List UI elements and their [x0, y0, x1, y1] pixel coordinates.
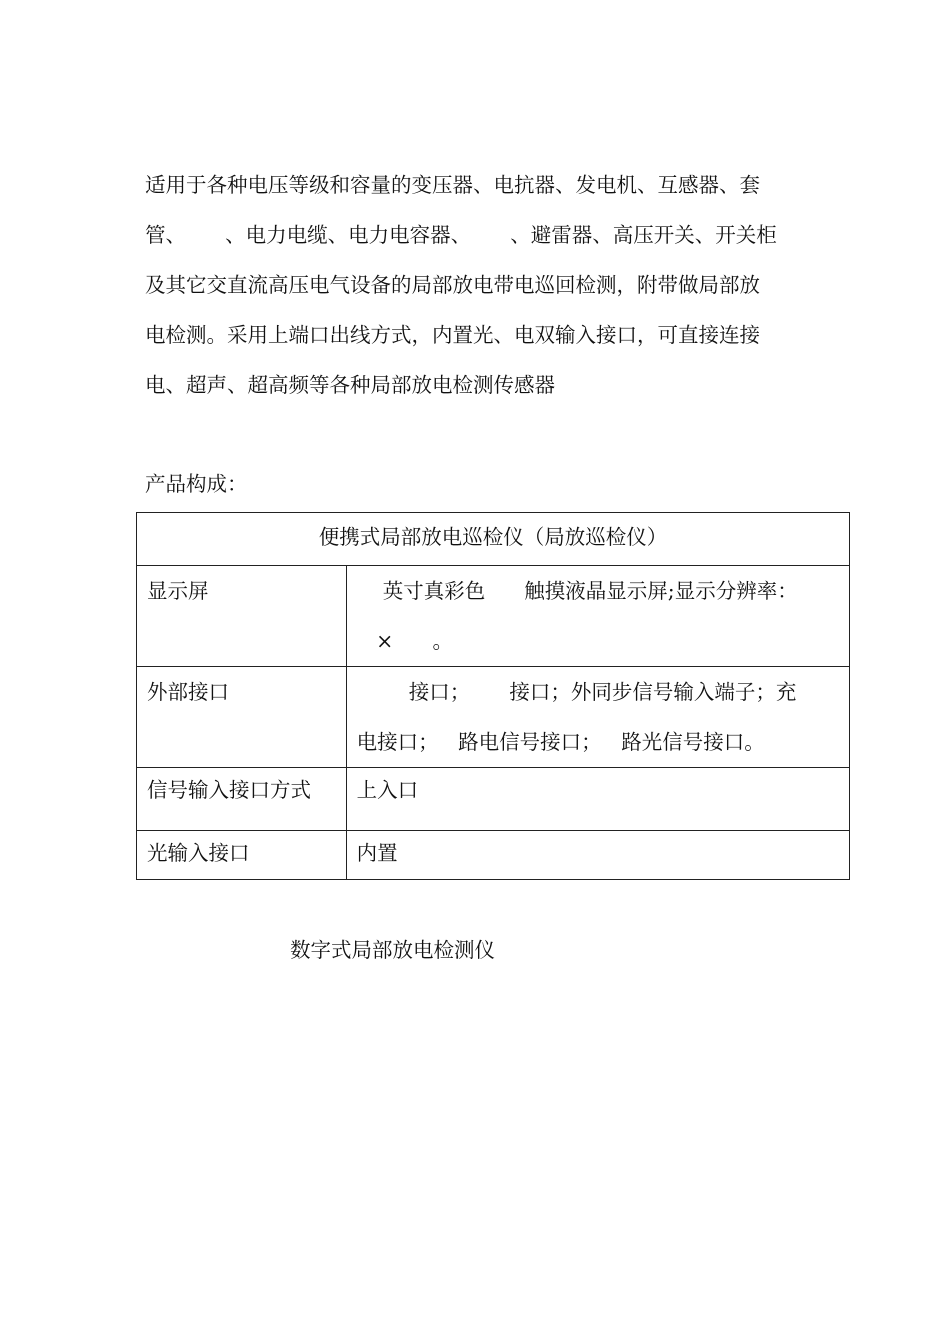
value-line: 上入口 [356, 778, 419, 802]
table-title-row [137, 513, 850, 566]
value-line: 内置 [356, 841, 398, 865]
value-line: 英寸真彩色 触摸液晶显示屏;显示分辨率： [356, 579, 798, 603]
intro-line: 电、超声、超高频等各种局部放电检测传感器 [145, 373, 555, 397]
row-key-optical-input: 光输入接口 [137, 831, 347, 880]
row-key-display: 显示屏 [137, 566, 347, 667]
row-key-external-ports: 外部接口 [137, 667, 347, 768]
row-value-signal-input [346, 768, 849, 831]
table-row [137, 768, 850, 831]
row-key-signal-input: 信号输入接口方式 [137, 768, 347, 831]
table-title: 便携式局部放电巡检仪（局放巡检仪） [137, 513, 850, 566]
product-spec-table [136, 512, 850, 880]
table-row [137, 566, 850, 667]
intro-line: 电检测。采用上端口出线方式，内置光、电双输入接口，可直接连接 [145, 323, 760, 347]
intro-line: 适用于各种电压等级和容量的变压器、电抗器、发电机、互感器、套 [145, 173, 760, 197]
intro-line: 及其它交直流高压电气设备的局部放电带电巡回检测，附带做局部放 [145, 273, 760, 297]
intro-paragraph [145, 160, 815, 410]
row-value-display [346, 566, 849, 667]
intro-line: 管、 、电力电缆、电力电容器、 、避雷器、高压开关、开关柜 [145, 223, 777, 247]
table-row [137, 831, 850, 880]
table-row [137, 667, 850, 768]
row-value-optical-input [346, 831, 849, 880]
product-composition-label: 产品构成： [145, 472, 248, 496]
value-line: × 。 [356, 629, 453, 653]
value-line: 接口； 接口；外同步信号输入端子；充 [356, 680, 797, 704]
section-subtitle: 数字式局部放电检测仪 [290, 938, 495, 962]
value-line: 电接口； 路电信号接口； 路光信号接口。 [356, 730, 765, 754]
row-value-external-ports [346, 667, 849, 768]
